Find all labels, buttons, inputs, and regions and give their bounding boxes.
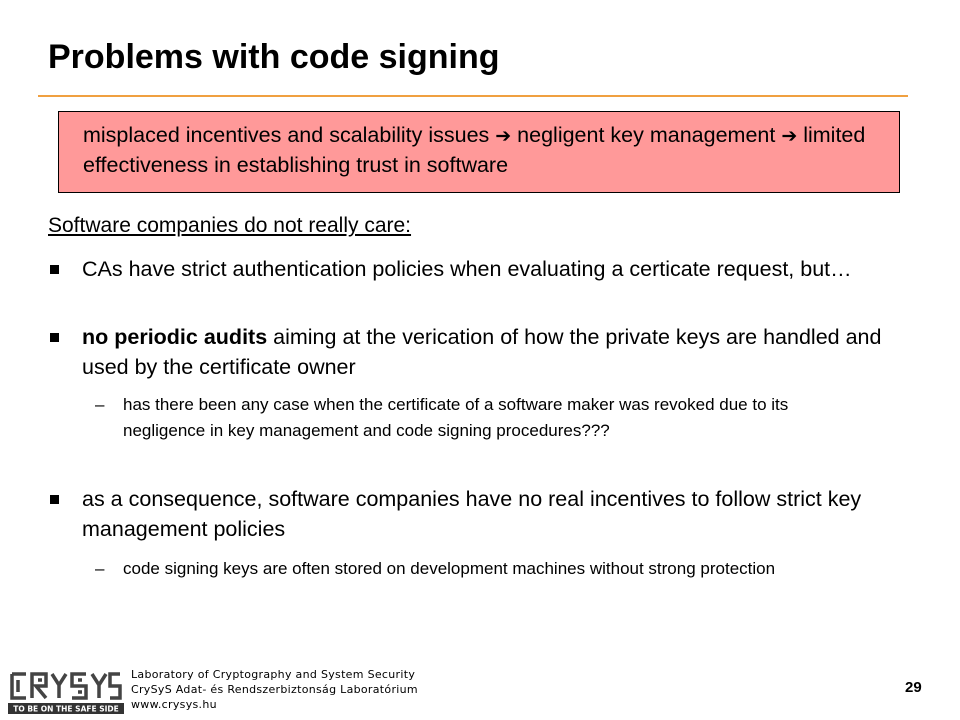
dash-marker: – (95, 559, 105, 578)
callout-text-3: limited effectiveness in establishing trust in software (83, 123, 866, 177)
callout-text-1: misplaced incentives and scalability issues (83, 123, 496, 147)
footer-line: Laboratory of Cryptography and System Security (131, 668, 416, 681)
square-bullet-icon (50, 265, 59, 274)
right-arrow-icon: ➔ (781, 125, 798, 147)
title-underline (38, 95, 908, 97)
sub-bullet-item (95, 392, 875, 444)
bullet-text: aiming at the verication of how the private keys are handled and used by the certificate owner (82, 325, 882, 379)
bullet-item (48, 322, 908, 382)
bullet-bold-text: no periodic audits (82, 325, 268, 349)
sub-bullet-text: code signing keys are often stored on development machines without strong protection (123, 559, 776, 578)
square-bullet-icon (50, 333, 59, 342)
crysys-logo (8, 670, 124, 714)
page-number: 29 (905, 679, 922, 696)
right-arrow-icon: ➔ (495, 125, 512, 147)
sub-bullet-text: has there been any case when the certificate of a software maker was revoked due to its negligence in key management and code signing procedures??? (123, 395, 789, 440)
footer-line: CrySyS Adat- és Rendszerbiztonság Laboratórium (131, 683, 418, 696)
footer-lab-info (131, 667, 418, 712)
callout-text-2: negligent key management (511, 123, 782, 147)
slide-title: Problems with code signing (48, 38, 500, 76)
footer-url: www.crysys.hu (131, 698, 217, 711)
square-bullet-icon (50, 495, 59, 504)
logo-tagline: TO BE ON THE SAFE SIDE (13, 704, 119, 714)
bullet-item (48, 484, 908, 544)
bullet-item (48, 254, 908, 284)
bullet-text: as a consequence, software companies have no real incentives to follow strict key management policies (82, 487, 862, 541)
lead-text: Software companies do not really care: (48, 214, 412, 237)
dash-marker: – (95, 395, 105, 414)
callout-box (58, 111, 900, 193)
bullet-text: CAs have strict authentication policies when evaluating a certicate request, but… (82, 257, 852, 281)
sub-bullet-item (95, 556, 875, 582)
